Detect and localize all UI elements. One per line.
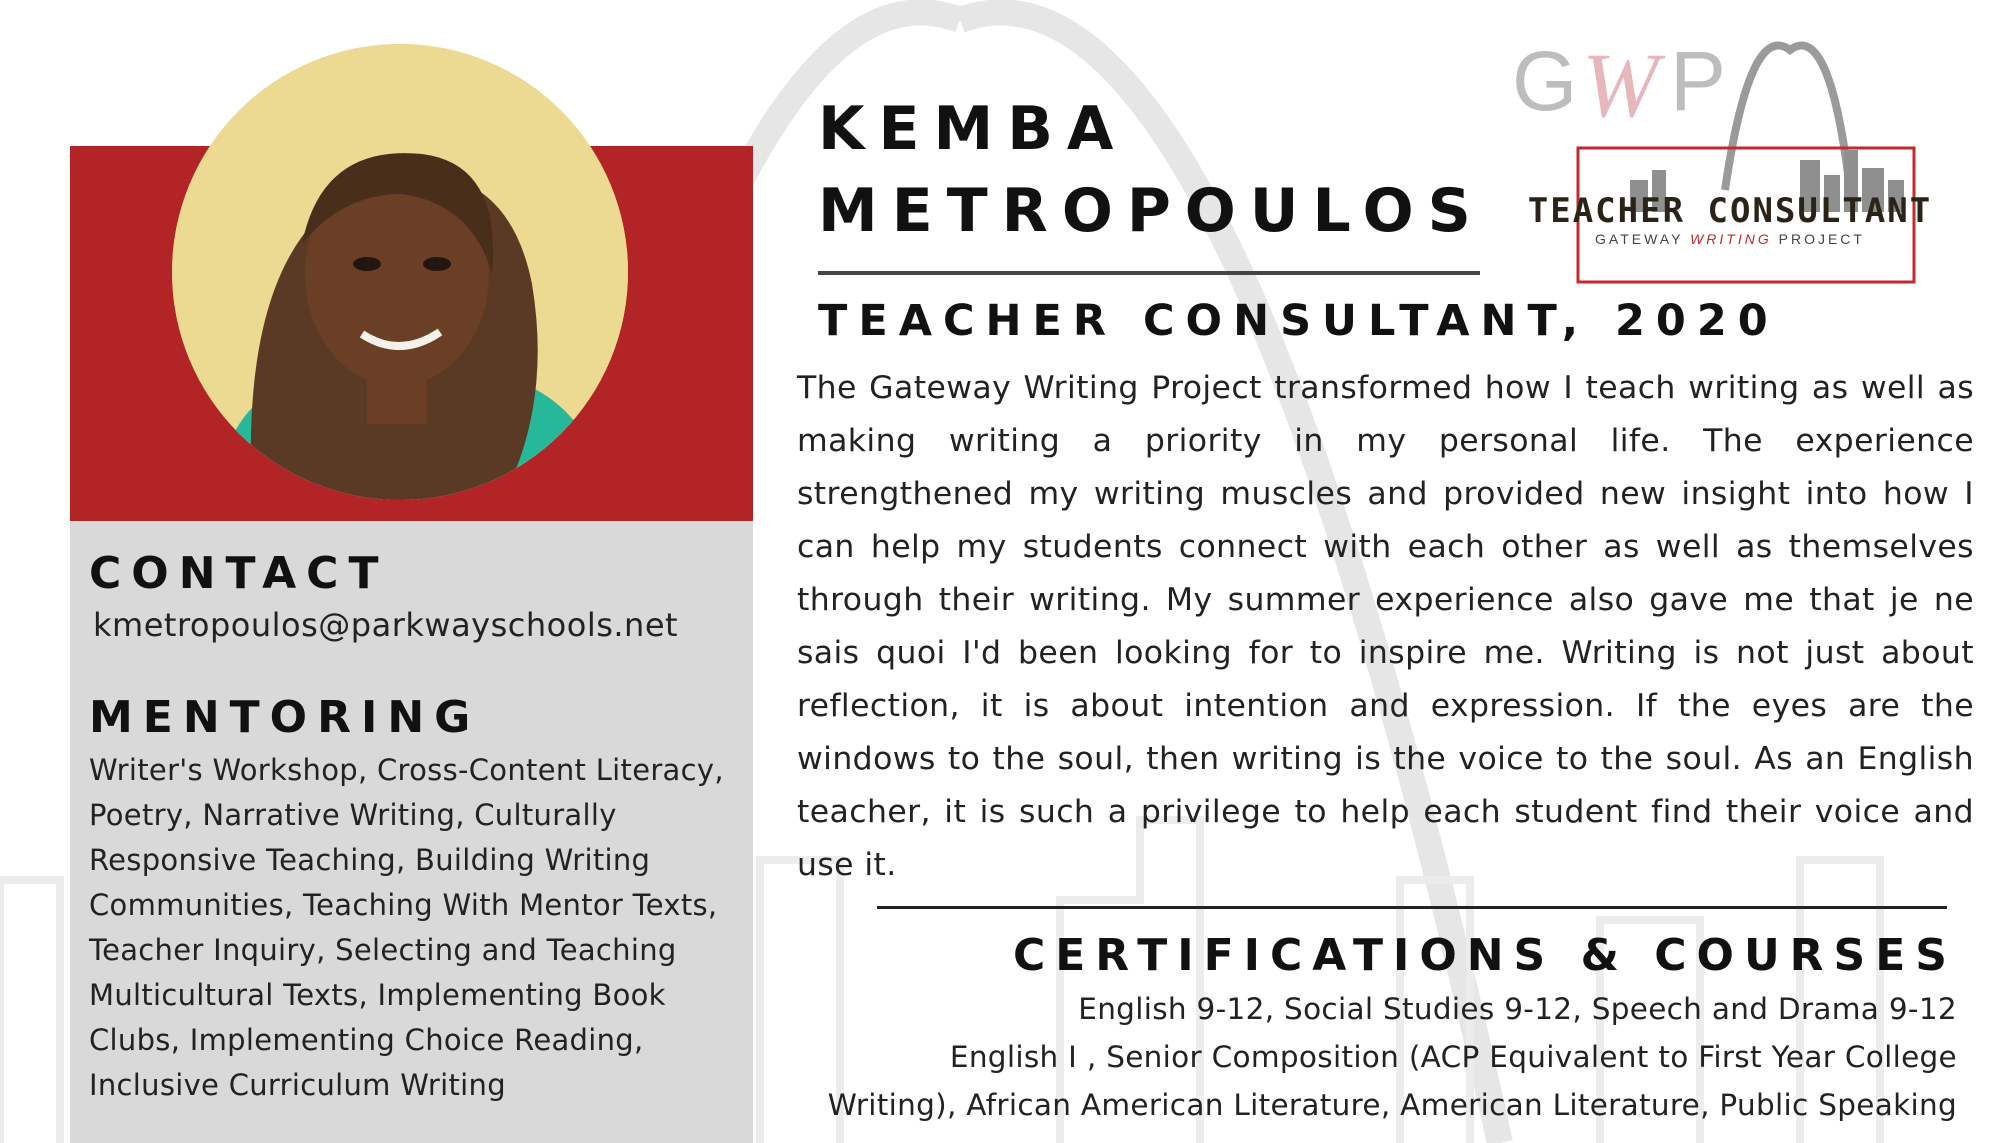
mentoring-text: Writer's Workshop, Cross-Content Literacy, Poetry, Narrative Writing, Culturally Responsive Teaching, Building Writing Communities, Teaching With Mentor Texts, Teacher Inquiry, Selecting and Teaching Multicultural Texts, Implementing Book Clubs, Implementing Choice Reading, Inclusive Curriculum Writing [89, 753, 724, 1102]
name-last: METROPOULOS [818, 176, 1485, 246]
contact-heading: CONTACT [89, 548, 389, 599]
certifications-heading: CERTIFICATIONS & COURSES [1012, 930, 1957, 981]
logo-letter-g: G [1512, 34, 1578, 128]
logo-arch-icon [1725, 46, 1850, 191]
logo-letter-p: P [1670, 34, 1727, 128]
mentoring-heading: MENTORING [89, 692, 481, 743]
certifications-line-1: English 9-12, Social Studies 9-12, Speech and Drama 9-12 [1078, 992, 1957, 1026]
section-divider [877, 906, 1947, 909]
gwp-teacher-consultant-logo [1500, 30, 1940, 290]
certifications-line-3: Writing), African American Literature, American Literature, Public Speaking [827, 1088, 1957, 1122]
person-name [818, 88, 1485, 252]
profile-photo [172, 44, 628, 500]
contact-email[interactable]: kmetropoulos@parkwayschools.net [93, 606, 679, 644]
logo-subtitle: GATEWAY WRITING PROJECT [1595, 231, 1865, 247]
logo-badge-title: TEACHER CONSULTANT [1527, 191, 1933, 231]
logo-letter-w: W [1582, 34, 1659, 136]
certifications-line-2: English I , Senior Composition (ACP Equivalent to First Year College [949, 1040, 1957, 1074]
name-first: KEMBA [818, 94, 1128, 164]
bio-paragraph: The Gateway Writing Project transformed how I teach writing as well as making writing a priority in my personal life. The experience strengthened my writing muscles and provided new insight into how I can help my students connect with each other as well as themselves through their writing. My summer experience also gave me that je ne sais quoi I'd been looking for to inspire me. Writing is not just about reflection, it is about intention and expression. If the eyes are the windows to the soul, then writing is the voice to the soul. As an English teacher, it is such a privilege to help each student find their voice and use it. [797, 370, 1974, 883]
role-title: TEACHER CONSULTANT, 2020 [818, 296, 1779, 346]
name-divider [818, 271, 1480, 275]
